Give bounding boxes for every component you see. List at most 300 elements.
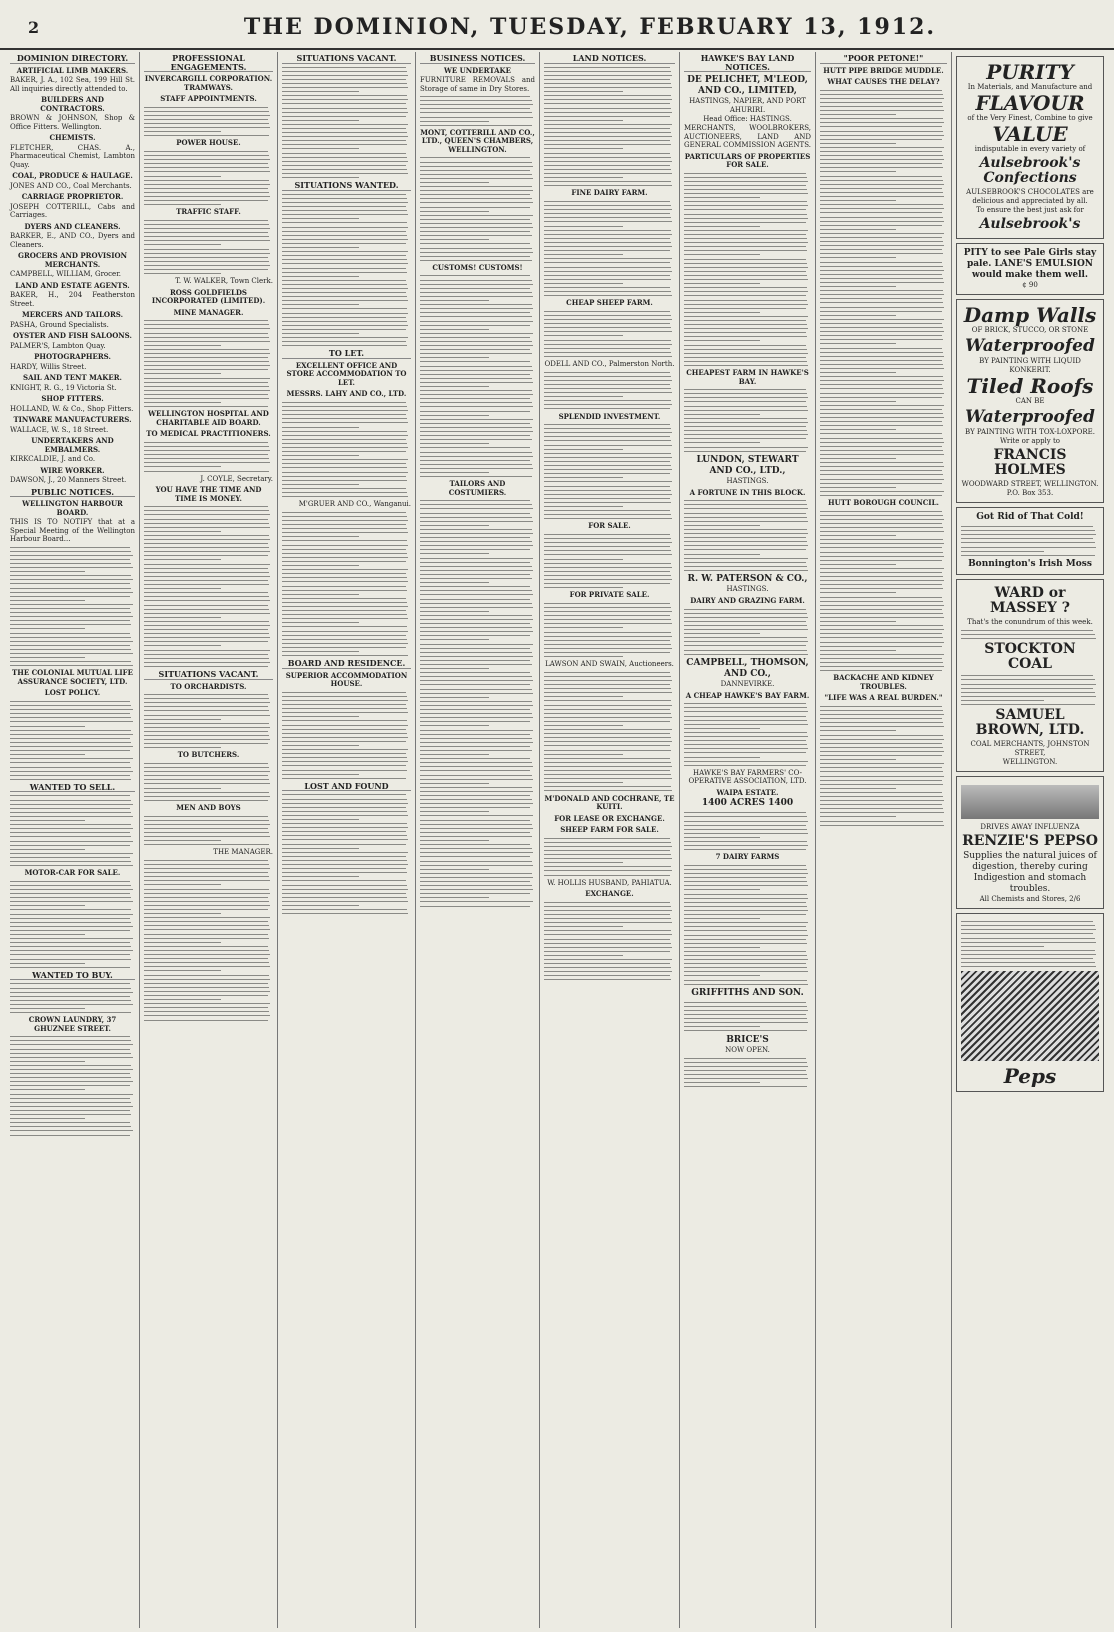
directory-section-title: MERCERS AND TAILORS.	[21, 310, 124, 319]
text-line	[420, 701, 532, 702]
directory-section-title: SAIL AND TENT MAKER.	[23, 373, 122, 382]
text-line	[420, 456, 533, 457]
text-line	[820, 294, 944, 295]
public-notices-heading: PUBLIC NOTICES.	[10, 488, 135, 498]
text-line	[144, 645, 221, 646]
text-line	[820, 821, 943, 822]
text-line	[544, 721, 670, 722]
text-line	[282, 598, 406, 599]
text-line	[282, 553, 407, 554]
text-line	[420, 865, 533, 866]
text-line	[282, 292, 406, 293]
text-line	[144, 913, 221, 914]
text-line	[10, 1061, 85, 1062]
text-line	[684, 716, 806, 717]
text-line	[684, 426, 806, 427]
text-line	[684, 841, 807, 842]
text-line	[282, 848, 359, 849]
text-line	[684, 641, 808, 642]
text-line	[820, 409, 942, 410]
text-line	[144, 220, 268, 221]
text-line	[544, 959, 672, 960]
text-line	[684, 959, 808, 960]
text-line	[544, 534, 670, 535]
text-line	[282, 153, 406, 154]
text-line	[684, 930, 807, 931]
text-line	[10, 604, 133, 605]
text-line	[282, 136, 408, 137]
text-line	[684, 943, 807, 944]
text-line	[684, 765, 806, 766]
text-line	[820, 331, 944, 332]
text-line	[10, 628, 85, 629]
text-line	[10, 988, 131, 989]
text-line	[10, 905, 85, 906]
text-line	[684, 291, 808, 292]
text-line	[820, 90, 942, 91]
text-line	[144, 702, 270, 703]
text-line	[144, 527, 270, 528]
text-line	[144, 576, 270, 577]
text-line	[820, 307, 944, 308]
text-line	[282, 451, 406, 452]
text-line	[144, 917, 270, 918]
text-line	[282, 239, 408, 240]
text-line	[144, 471, 269, 472]
text-line	[684, 533, 808, 534]
text-line	[10, 996, 130, 997]
text-line	[684, 250, 807, 251]
text-line	[282, 173, 408, 174]
text-line	[282, 602, 407, 603]
text-line	[144, 394, 268, 395]
text-line	[282, 304, 359, 305]
text-line	[820, 539, 943, 540]
text-line	[144, 763, 268, 764]
text-line	[10, 567, 133, 568]
text-line	[144, 641, 268, 642]
text-line	[420, 243, 530, 244]
text-line	[420, 178, 533, 179]
text-line	[684, 214, 807, 215]
text-line	[420, 157, 530, 158]
text-line	[420, 223, 532, 224]
text-line	[144, 155, 269, 156]
text-line	[684, 525, 760, 526]
text-line	[420, 525, 489, 526]
text-line	[282, 459, 408, 460]
text-line	[420, 378, 532, 379]
text-line	[282, 622, 359, 623]
text-line	[282, 905, 359, 906]
text-line	[144, 617, 221, 618]
text-line	[820, 706, 942, 707]
text-line	[282, 83, 407, 84]
text-line	[684, 340, 760, 341]
text-line	[282, 206, 406, 207]
text-line	[820, 417, 944, 418]
text-line	[282, 586, 406, 587]
text-line	[282, 761, 408, 762]
text-line	[820, 192, 943, 193]
text-line	[144, 176, 221, 177]
text-line	[282, 410, 408, 411]
text-line	[420, 341, 532, 342]
text-line	[144, 240, 270, 241]
text-line	[420, 836, 532, 837]
text-line	[420, 861, 532, 862]
directory-section-title: COAL, PRODUCE & HAULAGE.	[12, 171, 133, 180]
text-line	[684, 711, 808, 712]
text-line	[544, 510, 670, 511]
text-line	[144, 514, 270, 515]
text-line	[544, 729, 672, 730]
text-line	[820, 335, 942, 336]
text-line	[684, 1018, 807, 1019]
text-line	[684, 226, 760, 227]
campbell: CAMPBELL, THOMSON, AND CO.,	[686, 657, 809, 679]
text-line	[684, 521, 808, 522]
text-line	[144, 739, 270, 740]
text-line	[420, 239, 489, 240]
text-line	[10, 563, 131, 564]
text-line	[10, 592, 133, 593]
text-line	[420, 549, 530, 550]
text-line	[684, 1006, 807, 1007]
damp-walls: Damp Walls	[963, 303, 1097, 327]
text-line	[282, 169, 407, 170]
page-number: 2	[28, 18, 40, 37]
text-line	[544, 136, 672, 137]
campbell-sub: DANNEVIRKE.	[720, 679, 775, 688]
text-line	[420, 537, 530, 538]
text-line	[144, 369, 268, 370]
text-line	[144, 249, 269, 250]
text-line	[544, 331, 672, 332]
text-lines	[144, 220, 273, 274]
text-line	[420, 648, 530, 649]
text-line	[684, 517, 807, 518]
mont: MONT, COTTERILL AND CO., LTD., QUEEN'S CHAMBERS, WELLINGTON.	[420, 127, 535, 154]
text-line	[420, 337, 530, 338]
column-land	[540, 52, 680, 1628]
directory-section-title: LAND AND ESTATE AGENTS.	[15, 280, 130, 290]
text-line	[684, 230, 808, 231]
text-line	[10, 1081, 133, 1082]
text-line	[282, 337, 408, 338]
text-line	[10, 721, 133, 722]
text-line	[820, 196, 944, 197]
text-line	[282, 815, 408, 816]
text-line	[544, 862, 623, 863]
text-line	[144, 706, 268, 707]
column-ads	[952, 52, 1108, 1628]
text-line	[684, 748, 808, 749]
text-line	[544, 518, 672, 519]
text-line	[684, 902, 806, 903]
text-line	[684, 625, 807, 626]
text-line	[684, 761, 808, 762]
text-line	[420, 219, 530, 220]
text-line	[544, 709, 670, 710]
text-line	[544, 323, 670, 324]
text-line	[282, 720, 407, 721]
text-line	[282, 757, 407, 758]
text-line	[10, 734, 133, 735]
text-lines	[420, 500, 535, 906]
text-line	[420, 582, 489, 583]
text-line	[420, 893, 530, 894]
text-line	[10, 730, 131, 731]
directory-entry: FLETCHER, CHAS. A., Pharmaceutical Chemist, Lambton Quay.	[10, 143, 135, 169]
text-line	[544, 858, 672, 859]
text-line	[544, 550, 671, 551]
text-line	[144, 828, 268, 829]
text-line	[820, 511, 942, 512]
text-line	[820, 462, 943, 463]
text-line	[820, 662, 943, 663]
text-line	[420, 357, 489, 358]
text-line	[10, 1110, 130, 1111]
coal-merchants: COAL MERCHANTS, JOHNSTON STREET,	[970, 740, 1090, 758]
text-line	[282, 321, 407, 322]
text-line	[144, 987, 269, 988]
text-line	[282, 778, 406, 779]
text-line	[820, 188, 942, 189]
text-line	[544, 311, 670, 312]
text-line	[820, 184, 944, 185]
text-line	[282, 218, 359, 219]
text-line	[144, 523, 269, 524]
text-line	[544, 579, 672, 580]
text-line	[544, 348, 670, 349]
text-line	[282, 897, 407, 898]
text-line	[282, 251, 408, 252]
text-line	[544, 457, 672, 458]
text-line	[820, 401, 896, 402]
text-line	[144, 269, 268, 270]
text-line	[544, 209, 672, 210]
text-line	[544, 230, 671, 231]
text-line	[10, 571, 85, 572]
text-line	[544, 725, 623, 726]
text-line	[820, 221, 944, 222]
text-line	[10, 665, 133, 666]
text-line	[10, 738, 130, 739]
text-line	[144, 658, 269, 659]
text-line	[684, 222, 806, 223]
text-line	[10, 575, 131, 576]
text-line	[144, 228, 270, 229]
text-line	[684, 570, 808, 571]
text-line	[420, 901, 533, 902]
text-line	[544, 153, 670, 154]
text-line	[10, 942, 130, 943]
text-line	[820, 479, 944, 480]
text-line	[420, 476, 532, 477]
text-line	[282, 288, 408, 289]
text-line	[282, 402, 406, 403]
text-line	[544, 99, 672, 100]
text-line	[544, 287, 670, 288]
text-line	[544, 939, 670, 940]
text-line	[10, 758, 133, 759]
text-line	[544, 583, 670, 584]
text-line	[282, 467, 407, 468]
text-line	[684, 218, 808, 219]
text-line	[684, 438, 806, 439]
text-lines	[10, 547, 135, 667]
tox: BY PAINTING WITH TOX-LOXPORE.	[965, 428, 1095, 436]
cheap-hawkes: A CHEAP HAWKE'S BAY FARM.	[685, 690, 810, 700]
directory-section-title: CHEMISTS.	[49, 133, 96, 142]
text-line	[144, 382, 268, 383]
text-line	[420, 447, 530, 448]
text-line	[961, 551, 1044, 552]
text-line	[282, 737, 408, 738]
text-line	[544, 217, 671, 218]
text-line	[684, 707, 807, 708]
text-line	[820, 352, 943, 353]
text-line	[282, 235, 407, 236]
text-line	[544, 850, 670, 851]
text-line	[684, 189, 807, 190]
text-line	[282, 700, 408, 701]
wellington: WELLINGTON.	[1002, 758, 1058, 767]
text-line	[961, 704, 1095, 705]
text-line	[961, 946, 1044, 947]
text-line	[282, 140, 406, 141]
text-line	[10, 1114, 131, 1115]
text-line	[420, 803, 533, 804]
text-line	[144, 324, 269, 325]
text-lines	[144, 107, 273, 137]
text-line	[684, 910, 808, 911]
text-line	[684, 906, 807, 907]
text-line	[10, 1130, 133, 1131]
text-line	[820, 556, 944, 557]
directory-entry: PASHA, Ground Specialists.	[10, 320, 109, 329]
text-line	[544, 656, 623, 657]
text-line	[684, 271, 806, 272]
text-line	[684, 275, 807, 276]
text-line	[544, 469, 672, 470]
konkerit-ad	[956, 299, 1104, 503]
griffiths: GRIFFITHS AND SON.	[691, 987, 804, 998]
text-line	[684, 963, 806, 964]
text-line	[282, 803, 408, 804]
text-line	[420, 231, 530, 232]
text-line	[10, 1069, 133, 1070]
text-line	[282, 565, 359, 566]
office-accommodation: EXCELLENT OFFICE AND STORE ACCOMMODATION TO LET.	[286, 360, 407, 387]
text-line	[144, 743, 268, 744]
text-line	[544, 632, 671, 633]
text-line	[684, 980, 807, 981]
text-line	[544, 688, 671, 689]
text-lines	[10, 701, 135, 780]
text-line	[144, 232, 268, 233]
text-line	[820, 131, 943, 132]
text-line	[961, 684, 1096, 685]
text-line	[144, 123, 269, 124]
text-line	[820, 425, 943, 426]
text-line	[420, 844, 530, 845]
text-line	[10, 771, 133, 772]
text-line	[282, 520, 408, 521]
text-line	[420, 791, 533, 792]
directory-section-title: ARTIFICIAL LIMB MAKERS.	[16, 65, 129, 75]
text-line	[282, 272, 407, 273]
samuel-brown: SAMUEL BROWN, LTD.	[975, 707, 1085, 739]
text-line	[544, 750, 671, 751]
text-line	[282, 116, 406, 117]
text-line	[144, 694, 268, 695]
text-line	[420, 304, 532, 305]
text-line	[420, 435, 530, 436]
brick: OF BRICK, STUCCO, OR STONE	[971, 326, 1089, 334]
text-line	[820, 572, 942, 573]
text-line	[544, 967, 671, 968]
text-line	[544, 559, 623, 560]
text-line	[820, 110, 944, 111]
text-line	[282, 733, 407, 734]
text-line	[10, 950, 133, 951]
text-line	[544, 790, 672, 791]
text-line	[820, 298, 942, 299]
text-line	[544, 838, 670, 839]
text-line	[544, 910, 672, 911]
text-line	[544, 846, 672, 847]
text-line	[10, 954, 130, 955]
text-line	[544, 926, 623, 927]
text-line	[544, 440, 671, 441]
text-line	[544, 506, 623, 507]
text-line	[820, 527, 943, 528]
text-line	[144, 909, 268, 910]
text-line	[282, 87, 408, 88]
text-line	[282, 480, 407, 481]
text-line	[420, 170, 530, 171]
text-line	[144, 159, 270, 160]
text-line	[420, 325, 530, 326]
text-lines	[420, 275, 535, 477]
text-line	[420, 190, 533, 191]
hospital-board: WELLINGTON HOSPITAL AND CHARITABLE AID BOARD.	[148, 409, 269, 427]
text-line	[144, 539, 270, 540]
text-line	[282, 284, 407, 285]
text-line	[820, 302, 943, 303]
text-line	[544, 112, 672, 113]
directory-list	[10, 67, 135, 485]
text-line	[144, 261, 269, 262]
text-line	[684, 951, 806, 952]
text-line	[684, 837, 760, 838]
text-line	[144, 462, 270, 463]
text-line	[144, 107, 268, 108]
text-line	[420, 504, 532, 505]
text-line	[684, 1070, 806, 1071]
directory-section-title: BUILDERS AND CONTRACTORS.	[40, 95, 105, 113]
text-line	[544, 91, 623, 92]
text-line	[544, 71, 671, 72]
text-line	[544, 408, 670, 409]
text-line	[820, 714, 944, 715]
text-line	[544, 963, 670, 964]
text-line	[144, 111, 269, 112]
stockton: STOCKTON COAL	[984, 641, 1076, 673]
text-line	[820, 743, 942, 744]
